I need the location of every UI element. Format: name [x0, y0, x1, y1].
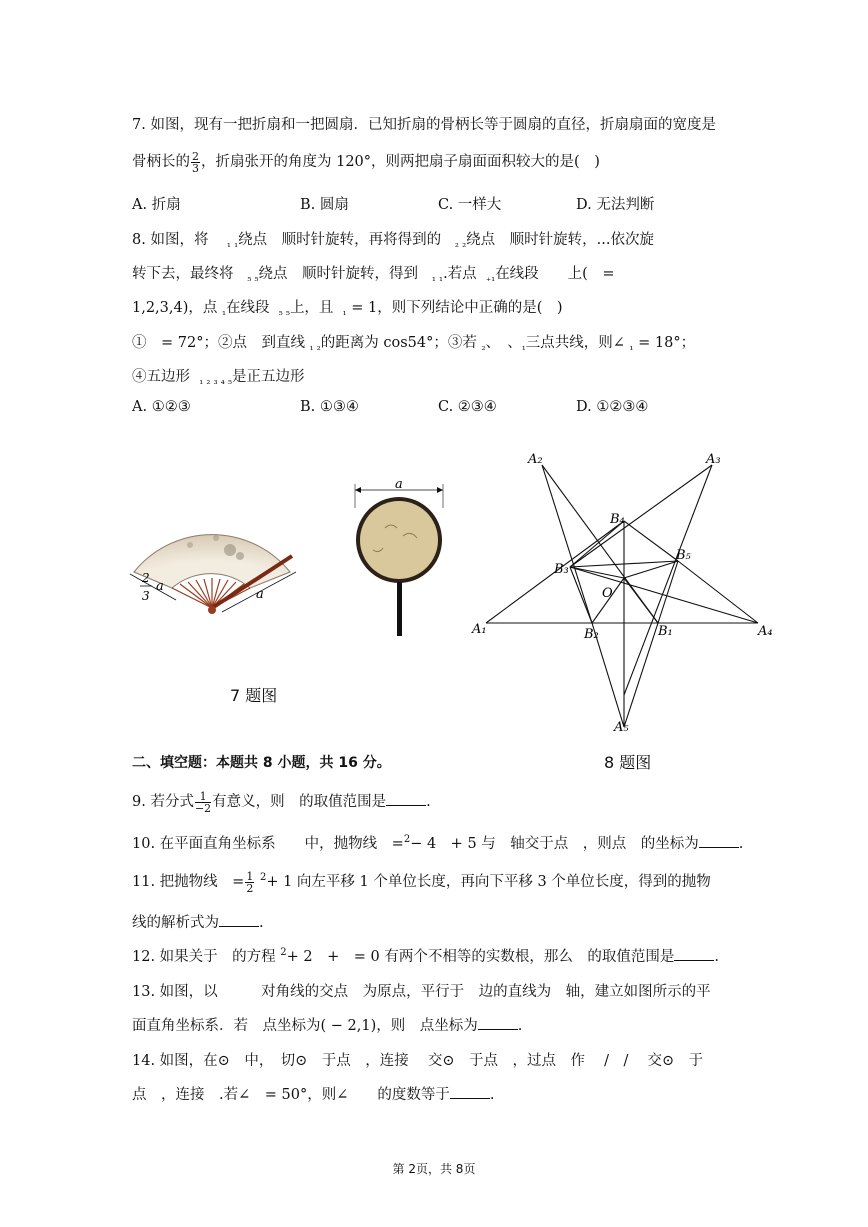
q8-l4-d: ₂ — [481, 342, 486, 353]
q8-l3-e: 上，且 — [289, 300, 334, 316]
q7-frac-den: 3 — [192, 161, 199, 175]
q7-option-a: A. 折扇 — [132, 197, 181, 213]
round-fan-face — [360, 501, 438, 579]
q8-line4 — [132, 331, 695, 353]
q8-l5-a: ④五边形 — [132, 369, 190, 385]
q7-option-c: C. 一样大 — [438, 197, 502, 213]
q8-l1-e: 绕点 顺时针旋转，...依次旋 — [466, 232, 654, 248]
label-A2: A₂ — [528, 452, 543, 467]
q8-l5-c: 是正五边形 — [231, 369, 305, 385]
q11-post: + 1 向左平移 1 个单位长度，再向下平移 3 个单位长度，得到的抛物 — [266, 874, 711, 890]
q13-answer-blank[interactable] — [478, 1017, 518, 1030]
q13-line2-text: 面直角坐标系．若 点坐标为( − 2,1)，则 点坐标为 — [132, 1018, 478, 1034]
q8-l2-f: ₊₁ — [485, 273, 496, 284]
q12-pre: 12. 如果关于 的方程 — [132, 949, 276, 965]
label-B3: B₃ — [554, 562, 569, 577]
q10-sup: 2 — [403, 834, 411, 845]
q9-fraction — [195, 791, 211, 814]
q8-l2-g: 在线段 上( = — [495, 266, 615, 282]
q7-option-b: B. 圆扇 — [300, 197, 349, 213]
q7-option-d: D. 无法判断 — [576, 197, 655, 213]
q9-frac-num: 1 — [195, 791, 211, 803]
round-fan-handle — [397, 582, 402, 636]
figure-8-caption: 8 题图 — [604, 753, 652, 772]
q8-l4-e: 、 、 — [485, 335, 522, 351]
q8-l4-h: ₁ — [629, 342, 634, 353]
q10-end: . — [738, 836, 744, 852]
q11-end: . — [259, 915, 264, 931]
q8-l5-b: ₁ ₂ ₃ ₄ ₅ — [199, 376, 232, 387]
q14-answer-blank[interactable] — [450, 1086, 490, 1099]
q7-frac-num: 2 — [192, 149, 199, 163]
label-A5: A₅ — [614, 720, 629, 735]
fan-label-2: 2 — [142, 571, 150, 585]
q8-l4-b: ₁ ₂ — [309, 342, 321, 353]
round-fan-figure — [345, 478, 455, 640]
q8-l3-c: 在线段 — [226, 300, 270, 316]
q8-option-c: C. ②③④ — [438, 399, 497, 415]
folding-fan-figure — [120, 500, 310, 630]
q8-l4-a: ① = 72°；②点 到直线 — [132, 335, 305, 351]
q8-l2-b: ₅ ₅ — [247, 273, 259, 284]
q11-answer-blank[interactable] — [219, 914, 259, 927]
q14-line1: 14. 如图，在⊙ 中， 切⊙ 于点 ，连接 交⊙ 于点 ，过点 作 / / 交⊙ 于 — [132, 1053, 704, 1069]
label-B4: B₄ — [610, 512, 625, 527]
arrow-left-icon — [355, 487, 361, 493]
q11-line2-text: 线的解析式为 — [132, 915, 219, 931]
q7-line2 — [132, 150, 600, 174]
figure-7-caption: 7 题图 — [230, 686, 278, 705]
q12-line — [132, 945, 719, 966]
q7-fraction — [191, 151, 200, 174]
q11-pre: 11. 把抛物线 = — [132, 874, 245, 890]
q8-line2 — [132, 262, 615, 284]
q8-l3-d: ₅ ₅ — [278, 307, 290, 318]
q8-l4-g: 三点共线，则∠ — [525, 335, 625, 351]
q11-fraction — [245, 871, 254, 894]
q13-end: . — [517, 1018, 523, 1034]
q8-line3 — [132, 296, 563, 318]
q11-frac-num: 1 — [246, 869, 254, 883]
fan-label-a-small: a — [156, 579, 164, 594]
star-diagram-figure — [468, 445, 788, 735]
round-fan-label-a: a — [395, 478, 403, 492]
label-B1: B₁ — [658, 624, 673, 639]
q14-end: . — [489, 1087, 495, 1103]
q8-l4-c: 的距离为 cos54°；③若 — [320, 335, 477, 351]
label-A4: A₄ — [758, 624, 773, 639]
arrow-right-icon — [437, 487, 443, 493]
q8-l4-i: = 18°； — [638, 335, 696, 351]
q7-line2-post: ，折扇张开的角度为 120°，则两把扇子扇面面积较大的是( ) — [201, 154, 600, 170]
q10-line — [132, 832, 743, 853]
q7-line2-pre: 骨柄长的 — [132, 154, 190, 170]
q11-frac-den: 2 — [246, 881, 254, 895]
q8-option-a: A. ①②③ — [132, 399, 191, 415]
q14-line2 — [132, 1083, 494, 1104]
q8-l3-f: ₁ — [342, 307, 347, 318]
q8-l1-c: 绕点 顺时针旋转，再将得到的 — [238, 232, 442, 248]
q8-l2-c: 绕点 顺时针旋转，得到 — [258, 266, 419, 282]
q9-answer-blank[interactable] — [386, 793, 426, 806]
q7-line1: 7. 如图，现有一把折扇和一把圆扇．已知折扇的骨柄长等于圆扇的直径，折扇扇面的宽度是 — [132, 117, 716, 133]
page-footer: 第 2页，共 8页 — [392, 1162, 476, 1176]
q8-option-b: B. ①③④ — [300, 399, 359, 415]
q12-end: . — [714, 949, 719, 965]
q14-line2-text: 点 ，连接 .若∠ = 50°，则∠ 的度数等于 — [132, 1087, 450, 1103]
section-2-heading: 二、填空题：本题共 8 小题，共 16 分。 — [132, 755, 391, 771]
q9-frac-den: −2 — [194, 801, 212, 815]
q12-sup: 2 — [280, 947, 287, 958]
q9-line — [132, 790, 431, 814]
q8-l2-e: .若点 — [443, 266, 477, 282]
q8-l3-a: 1,2,3,4)，点 — [132, 300, 218, 316]
label-O: O — [602, 586, 613, 601]
q8-line1 — [132, 228, 654, 250]
q8-l1-d: ₂ ₂ — [454, 239, 467, 250]
q9-end: . — [426, 794, 431, 810]
q10-text2: − 4 + 5 与 轴交于点 ，则点 的坐标为 — [410, 836, 699, 852]
q8-l2-d: ₁ ₁ — [431, 273, 444, 284]
q12-post: + 2 + = 0 有两个不相等的实数根，那么 的取值范围是 — [286, 949, 675, 965]
fan-label-3: 3 — [142, 589, 150, 603]
label-A1: A₁ — [472, 622, 487, 637]
q13-line1: 13. 如图，以 对角线的交点 为原点，平行于 边的直线为 轴，建立如图所示的平 — [132, 984, 711, 1000]
q8-line5 — [132, 365, 304, 387]
q8-l4-f: ₁ — [521, 342, 526, 353]
q11-line1 — [132, 870, 711, 894]
q11-sup: 2 — [259, 872, 267, 883]
q10-text: 10. 在平面直角坐标系 中，抛物线 = — [132, 836, 404, 852]
q11-line2 — [132, 911, 264, 932]
q9-post: 有意义，则 的取值范围是 — [212, 794, 387, 810]
q12-answer-blank[interactable] — [674, 948, 714, 961]
q8-l1-a: 8. 如图，将 — [132, 232, 209, 248]
label-B5: B₅ — [676, 548, 691, 563]
q9-pre: 9. 若分式 — [132, 794, 194, 810]
fan-pivot — [208, 606, 216, 614]
q8-l1-b: ₁ ₁ — [226, 239, 239, 250]
q8-option-d: D. ①②③④ — [576, 399, 649, 415]
label-A3: A₃ — [706, 452, 721, 467]
star-diagram-lines — [486, 465, 758, 727]
q13-line2 — [132, 1014, 522, 1035]
q8-l3-b: ₁ — [222, 307, 227, 318]
q10-answer-blank[interactable] — [699, 835, 739, 848]
label-B2: B₂ — [584, 627, 599, 642]
q8-l3-g: = 1，则下列结论中正确的是( ) — [351, 300, 563, 316]
q8-l2-a: 转下去，最终将 — [132, 266, 234, 282]
fan-label-a: a — [256, 587, 264, 602]
